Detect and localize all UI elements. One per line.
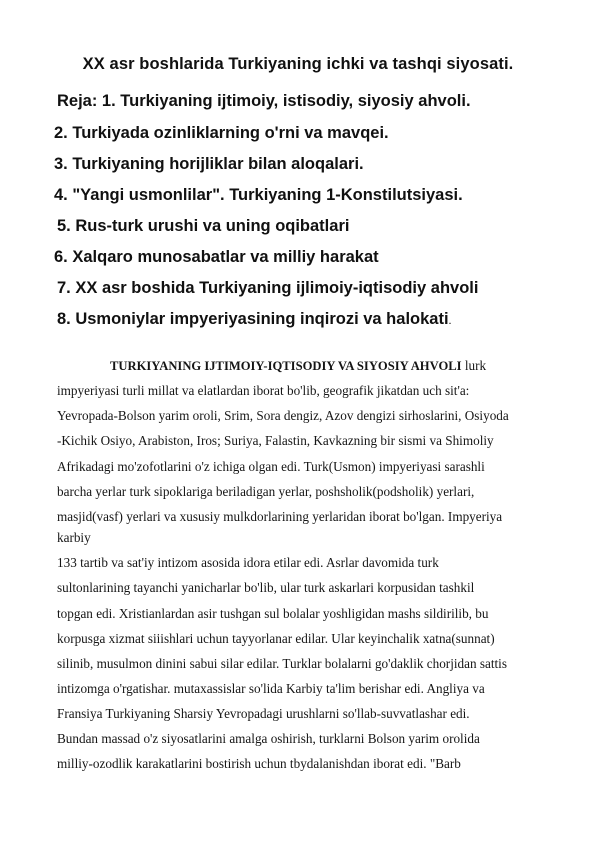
- plan-item: 5. Rus-turk urushi va uning oqibatlari: [57, 217, 350, 235]
- plan-item: 2. Turkiyada ozinliklarning o'rni va mavqei.: [54, 124, 389, 142]
- section-heading: TURKIYANING IJTIMOIY-IQTISODIY VA SIYOSIY AHVOLI: [110, 359, 462, 373]
- body-line: milliy-ozodlik karakatlarini bostirish uchun tbydalanishdan iborat edi. "Barb: [57, 756, 461, 771]
- body-line: masjid(vasf) yerlari va xususiy mulkdorlarining yerlaridan iborat bo'lgan. Impyeriya: [57, 509, 503, 524]
- body-line: Afrikadagi mo'zofotlarini o'z ichiga olgan edi. Turk(Usmon) impyeriyasi sarashli: [57, 459, 485, 474]
- body-line: intizomga o'rgatishar. mutaxassislar so'lida Karbiy ta'lim berishar edi. Angliya va: [57, 681, 485, 696]
- plan-item-last: [57, 310, 452, 329]
- body-line: karbiy: [57, 530, 91, 545]
- body-line: sultonlarining tayanchi yanicharlar bo'lib, ular turk askarlari korpusidan tashkil: [57, 580, 475, 595]
- plan-item: 4. "Yangi usmonlilar". Turkiyaning 1-Konstilutsiyasi.: [54, 186, 463, 204]
- plan-item: Reja: 1. Turkiyaning ijtimoiy, istisodiy, siyosiy ahvoli.: [57, 92, 471, 110]
- body-line: impyeriyasi turli millat va elatlardan iborat bo'lib, geografik jikatdan uch sit'a:: [57, 383, 470, 398]
- body-line: -Kichik Osiyo, Arabiston, Iros; Suriya, Falastin, Kavkazning bir sismi va Shimoliy: [57, 433, 494, 448]
- body-line: Fransiya Turkiyaning Sharsiy Yevropadagi urushlarni so'llab-suvvatlashar edi.: [57, 706, 470, 721]
- body-line: korpusga xizmat siiishlari uchun tayyorlanar edilar. Ular keyinchalik xatna(sunnat): [57, 631, 495, 646]
- body-line: Bundan massad o'z siyosatlarini amalga oshirish, turklarni Bolson yarim orolida: [57, 731, 480, 746]
- plan-item-text: 8. Usmoniylar impyeriyasining inqirozi va halokati: [57, 310, 449, 328]
- body-line: topgan edi. Xristianlardan asir tushgan sul bolalar yoshligidan mashs sildirilib, bu: [57, 606, 489, 621]
- plan-item-dot: .: [448, 313, 452, 327]
- document-title: XX asr boshlarida Turkiyaning ichki va tashqi siyosati.: [82, 55, 514, 73]
- plan-item: 6. Xalqaro munosabatlar va milliy harakat: [54, 248, 379, 266]
- body-line: barcha yerlar turk sipoklariga beriladigan yerlar, poshsholik(podsholik) yerlari,: [57, 484, 475, 499]
- body-line: 133 tartib va sat'iy intizom asosida idora etilar edi. Asrlar davomida turk: [57, 555, 439, 570]
- section-heading-line: [110, 358, 486, 374]
- body-line: Yevropada-Bolson yarim oroli, Srim, Sora dengiz, Azov dengizi sirhoslarini, Osiyoda: [57, 408, 509, 423]
- section-heading-tail: lurk: [461, 358, 487, 373]
- plan-item: 7. XX asr boshida Turkiyaning ijlimoiy-iqtisodiy ahvoli: [57, 279, 479, 297]
- body-line: silinib, musulmon dinini sabui silar edilar. Turklar bolalarni go'daklik chorjidan sattis: [57, 656, 507, 671]
- plan-item: 3. Turkiyaning horijliklar bilan aloqalari.: [54, 155, 364, 173]
